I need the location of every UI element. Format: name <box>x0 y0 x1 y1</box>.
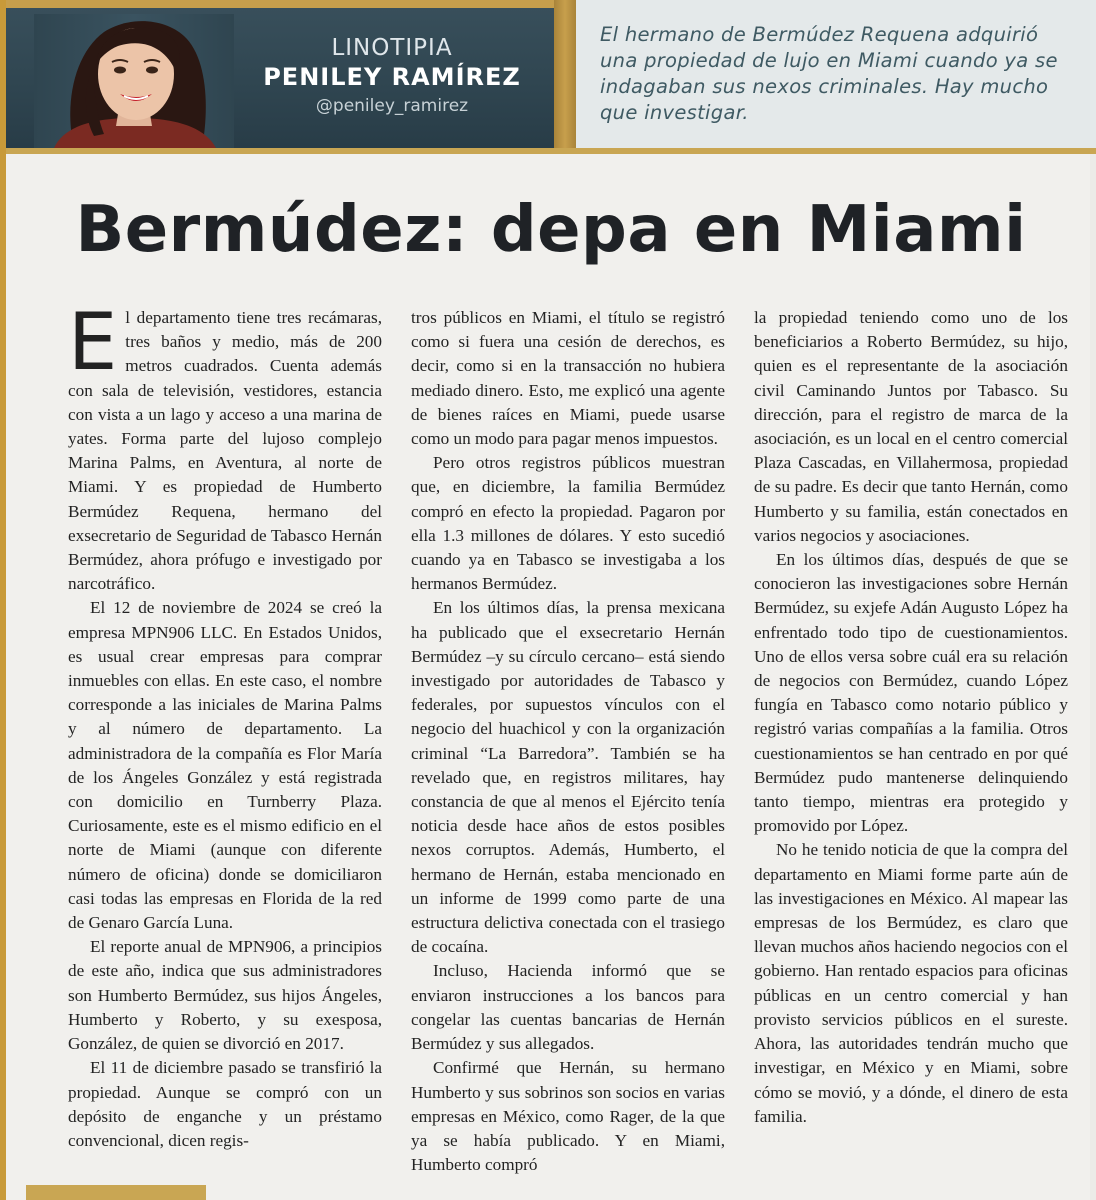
footer-gold-strip <box>26 1185 206 1200</box>
column-kicker: LINOTIPIA <box>331 35 453 61</box>
paragraph <box>68 298 382 596</box>
column-header <box>6 0 1096 148</box>
drop-cap: E <box>68 298 118 388</box>
paragraph: Confirmé que Hernán, su hermano Humberto y sus sobrinos son socios en varias empresas en México, como Rager, de la que ya se había publicado. Y en Miami, Humberto compró <box>411 1058 725 1175</box>
headline: Bermúdez: depa en Miami <box>75 193 1027 267</box>
article-column-3 <box>754 306 1068 1158</box>
paragraph: No he tenido noticia de que la compra del departamento en Miami forme parte aún de las investigaciones en México. Al mapear las empresas de los Bermúdez, es claro que llevan muchos años haciendo negocios con el gobierno. Han rentado espacios para oficinas públicas en un centro comercial y han provisto servicios públicos en el sureste. Ahora, las autoridades tendrán mucho que investigar, en México y en Miami, sobre cómo se movió, y a dónde, el dinero de esta familia. <box>754 840 1068 1126</box>
deck-text: El hermano de Bermúdez Requena adquirió una propiedad de lujo en Miami cuando ya se indagaban sus nexos criminales. Hay mucho que investigar. <box>600 23 1058 124</box>
paragraph: tros públicos en Miami, el título se registró como si fuera una cesión de derechos, es decir, como si en la transacción no hubiera mediado dinero. Esto, me explicó una agente de bienes raíces en Miami, puede usarse como un modo para pagar menos impuestos. <box>411 308 725 449</box>
paragraph: El 12 de noviembre de 2024 se creó la empresa MPN906 LLC. En Estados Unidos, es usual crear empresas para comprar inmuebles con ellas. En este caso, el nombre corresponde a las iniciales de Marina Palms y al número de departamento. La administradora de la compañía es Flor María de los Ángeles González y está registrada con domicilio en Turnberry Plaza. Curiosamente, este es el mismo edificio en el norte de Miami (aunque con diferente número de oficina) donde se domiciliaron casi todas las empresas en Florida de la red de Genaro García Luna. <box>68 598 382 933</box>
paragraph: En los últimos días, después de que se conocieron las investigaciones sobre Hernán Bermúdez, su exjefe Adán Augusto López ha enfrentado todo tipo de cuestionamientos. Uno de ellos versa sobre cuál era su relación de negocios con Bermúdez, cuando López fungía en Tabasco como notario público y registró varias compañías a la familia. Otros cuestionamientos se han centrado en por qué Bermúdez pudo mantenerse delinquiendo tanto tiempo, mientras era protegido y promovido por López. <box>754 550 1068 836</box>
header-gold-divider <box>554 0 576 148</box>
paragraph: El 11 de diciembre pasado se transfirió la propiedad. Aunque se compró con un depósito de enganche y un préstamo convencional, dicen regis- <box>68 1058 382 1150</box>
paragraph: El reporte anual de MPN906, a principios de este año, indica que sus administradores son Humberto Bermúdez, sus hijos Ángeles, Humberto y Roberto, y su exesposa, González, de quien se divorció en 2017. <box>68 937 382 1054</box>
paragraph: Incluso, Hacienda informó que se enviaron instrucciones a los bancos para congelar las cuentas bancarias de Hernán Bermúdez y sus allegados. <box>411 961 725 1054</box>
byline <box>242 34 542 120</box>
article-column-1 <box>68 298 382 1158</box>
deck-box <box>576 0 1096 148</box>
author-portrait-illustration <box>34 14 234 148</box>
paragraph-text: l departamento tiene tres recámaras, tres baños y medio, más de 200 metros cuadrados. Cuenta además con sala de televisión, vestidores, estancia con vista a un lago y acceso a una marina de yates. Forma parte del lujoso complejo Marina Palms, en Aventura, al norte de Miami. Y es propiedad de Humberto Bermúdez Requena, hermano del exsecretario de Seguridad de Tabasco Hernán Bermúdez, ahora prófugo e investigado por narcotráfico. <box>68 308 382 594</box>
header-gold-top-rule <box>6 0 554 8</box>
article-column-2 <box>411 306 725 1175</box>
paragraph: Pero otros registros públicos muestran que, en diciembre, la familia Bermúdez compró en efecto la propiedad. Pagaron por ella 1.3 millones de dólares. Y esto sucedió cuando ya en Tabasco se investigaba a los hermanos Bermúdez. <box>411 453 725 594</box>
article-body <box>68 298 1068 1175</box>
header-dark-band <box>6 0 554 148</box>
header-bottom-rule <box>6 148 1096 154</box>
paragraph: En los últimos días, la prensa mexicana ha publicado que el exsecretario Hernán Bermúdez –y su círculo cercano– está siendo investigado por autoridades de Tabasco y federales, por supuestos vínculos con el negocio del huachicol y con la organización criminal “La Barredora”. También se ha revelado que, en registros militares, hay constancia de que al menos el Ejército tenía noticia desde hace años de estos posibles nexos corruptos. Además, Humberto, el hermano de Hernán, estaba mencionado en un informe de 1999 como parte de una estructura delictiva conectada con el trasiego de cocaína. <box>411 598 725 957</box>
author-handle: @peniley_ramirez <box>315 96 469 116</box>
paragraph: la propiedad teniendo como uno de los beneficiarios a Roberto Bermúdez, su hijo, quien es el representante de la asociación civil Caminando Juntos por Tabasco. Su dirección, para el registro de marca de la asociación, es un local en el centro comercial Plaza Cascadas, en Villahermosa, propiedad de su padre. Es decir que tanto Hernán, como Humberto y su familia, están conectados en varios negocios y asociaciones. <box>754 308 1068 545</box>
author-photo <box>34 14 234 148</box>
author-name: PENILEY RAMÍREZ <box>263 63 521 91</box>
